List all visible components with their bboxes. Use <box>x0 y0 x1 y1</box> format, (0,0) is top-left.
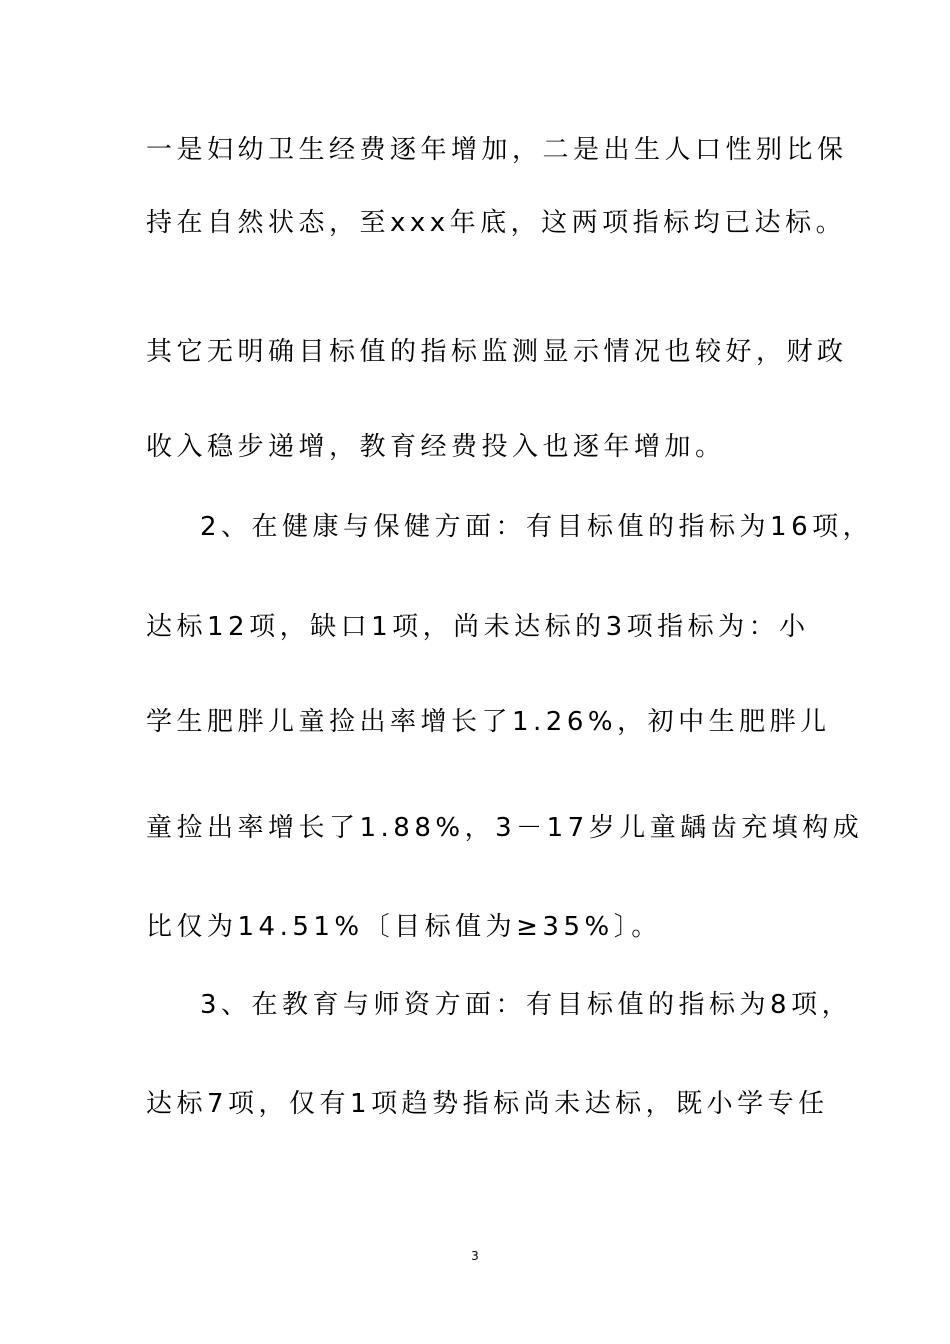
page-number: 3 <box>471 1249 479 1263</box>
text-line-4: 收入稳步递增，教育经费投入也逐年增加。 <box>146 432 726 462</box>
paragraph-2-line-1: 2、在健康与保健方面：有目标值的指标为16项， <box>200 512 874 542</box>
text-line-3: 其它无明确目标值的指标监测显示情况也较好，财政 <box>146 337 848 367</box>
text-line-1: 一是妇幼卫生经费逐年增加，二是出生人口性别比保 <box>146 135 848 165</box>
paragraph-2-line-3: 学生肥胖儿童捡出率增长了1.26%，初中生肥胖儿 <box>146 707 831 737</box>
paragraph-3-line-1: 3、在教育与师资方面：有目标值的指标为8项， <box>200 990 853 1020</box>
paragraph-2-line-2: 达标12项，缺口1项，尚未达标的3项指标为：小 <box>146 612 810 642</box>
text-line-2: 持在自然状态，至xxx年底，这两项指标均已达标。 <box>146 208 847 238</box>
paragraph-2-line-4: 童捡出率增长了1.88%，3－17岁儿童龋齿充填构成 <box>146 813 864 843</box>
paragraph-3-line-2: 达标7项，仅有1项趋势指标尚未达标，既小学专任 <box>146 1089 829 1119</box>
paragraph-2-line-5: 比仅为14.51%〔目标值为≥35%〕。 <box>146 912 662 942</box>
